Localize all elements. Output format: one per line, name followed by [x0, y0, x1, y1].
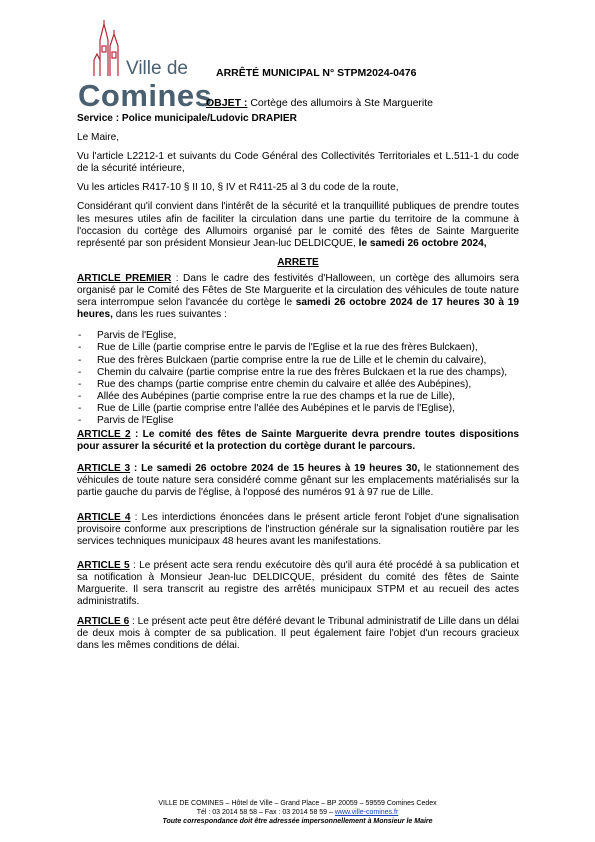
list-item: - Rue de Lille (partie comprise entre le parvis de l'Eglise et la rue des frères Bulckaen), — [77, 342, 519, 354]
church-towers-icon — [90, 20, 130, 76]
arrete-heading: ARRETE — [277, 256, 319, 268]
article-3-text: le stationnement des véhicules de toute nature sera considéré comme gênant sur les emplacements matérialisés sur la partie gauche du parvis de l'église, à l'opposé des numéros 91 à 97 rue de Lille. — [77, 463, 519, 499]
page-footer — [0, 799, 595, 826]
website-link[interactable]: www.ville-comines.fr — [334, 809, 399, 816]
article-5 — [77, 560, 519, 608]
list-item: - Parvis de l'Eglise, — [77, 330, 519, 342]
list-item: - Rue des champs (partie comprise entre chemin du calvaire et allée des Aubépines), — [77, 379, 519, 391]
considerant-text: Considérant qu'il convient dans l'intérêt de la sécurité et la tranquillité publiques de prendre toutes les mesures utiles afin de faciliter la circulation dans une partie du territoire de la commune à l'occasion du cortège des Allumoirs organisé par le comité des fêtes de Sainte Marguerite représenté par son président Monsieur Jean-luc DELDICQUE, — [77, 201, 519, 249]
article-5-text: : Le présent acte sera rendu exécutoire dès qu'il aura été procédé à sa publication et sa notification à Monsieur Jean-luc DELDICQUE, président du comité des fêtes de Sainte Marguerite. Il sera transcrit au registre des arrêtés municipaux STPM et au recueil des actes administratifs. — [77, 559, 520, 608]
footer-contact — [0, 808, 595, 817]
vu-paragraph-2: Vu les articles R417-10 § II 10, § IV et R411-25 al 3 du code de la route, — [77, 182, 399, 194]
article-3-label: ARTICLE 3 — [77, 463, 131, 475]
vu-paragraph-1: Vu l'article L2212-1 et suivants du Code Général des Collectivités Territoriales et L.511-1 du code de la sécurité intérieure, — [77, 151, 519, 175]
article-1 — [77, 273, 519, 321]
list-item: - Chemin du calvaire (partie comprise entre la rue des frères Bulckaen et la rue des champs), — [77, 367, 519, 379]
article-2-text: : Le comité des fêtes de Sainte Marguerite devra prendre toutes dispositions pour assurer la sécurité et la protection du cortège durant le parcours. — [77, 429, 519, 453]
article-2-label: ARTICLE 2 — [77, 429, 131, 441]
considerant-date: le samedi 26 octobre 2024, — [358, 237, 487, 249]
le-maire: Le Maire, — [77, 132, 120, 144]
article-6-label: ARTICLE 6 — [77, 616, 130, 628]
list-item: - Allée des Aubépines (partie comprise entre la rue des champs et la rue de Lille), — [77, 391, 519, 403]
footer-address: VILLE DE COMINES – Hôtel de Ville – Grand Place – BP 20059 – 59559 Comines Cedex — [158, 800, 437, 807]
article-6 — [77, 616, 519, 652]
article-5-label: ARTICLE 5 — [77, 559, 130, 571]
document-body — [77, 113, 519, 659]
article-1-text: : Dans le cadre des festivités d'Halloween, un cortège des allumoirs sera organisé par le Comité des Fêtes de Ste Marguerite et la circulation des véhicules de toute nature sera interrompue selon l'avancée du cortège le — [77, 272, 519, 309]
street-list — [77, 330, 519, 427]
considerant-paragraph — [77, 201, 519, 249]
article-6-text: : Le présent acte peut être déféré devant le Tribunal administratif de Lille dans un délai de deux mois à compter de sa publication. Il peut également faire l'objet d'un recours gracieux dans les mêmes conditions de délai. — [77, 616, 519, 652]
list-item: - Rue des frères Bulckaen (partie comprise entre la rue de Lille et le chemin du calvaire), — [77, 355, 519, 367]
article-1-date: samedi 26 octobre 2024 de 17 heures 30 à 19 heures, — [77, 297, 519, 321]
logo-comines-text: Comines — [78, 78, 213, 113]
document-title: ARRÊTÉ MUNICIPAL N° STPM2024-0476 — [216, 67, 417, 79]
article-1-tail: dans les rues suivantes : — [112, 309, 227, 321]
article-2 — [77, 429, 519, 453]
footer-phone: Tél : 03 2014 58 58 – Fax : 03 2014 58 59 – — [196, 809, 335, 816]
article-3-date: : Le samedi 26 octobre 2024 de 15 heures à 19 heures 30, — [130, 463, 421, 475]
city-logo — [76, 20, 213, 113]
article-4 — [77, 512, 519, 548]
article-3 — [77, 463, 519, 499]
objet-text: Cortège des allumoirs à Ste Marguerite — [247, 97, 434, 109]
list-item: - Parvis de l'Eglise — [77, 415, 519, 427]
logo-ville-text: Ville de — [126, 58, 188, 79]
objet-label: OBJET : — [206, 97, 248, 109]
objet-line — [206, 97, 433, 109]
article-4-text: : Les interdictions énoncées dans le présent article feront l'objet d'une signalisation provisoire conforme aux prescriptions de l'instruction générale sur la signalisation routière par les services techniques municipaux 48 heures avant les manifestations. — [77, 511, 519, 547]
article-1-label: ARTICLE PREMIER — [77, 272, 172, 284]
service-line: Service : Police municipale/Ludovic DRAPIER — [77, 113, 297, 124]
list-item: - Rue de Lille (partie comprise entre l'allée des Aubépines et le parvis de l'Eglise), — [77, 403, 519, 415]
footer-notice: Toute correspondance doit être adressée impersonnellement à Monsieur le Maire — [162, 818, 433, 825]
article-4-label: ARTICLE 4 — [77, 511, 131, 523]
